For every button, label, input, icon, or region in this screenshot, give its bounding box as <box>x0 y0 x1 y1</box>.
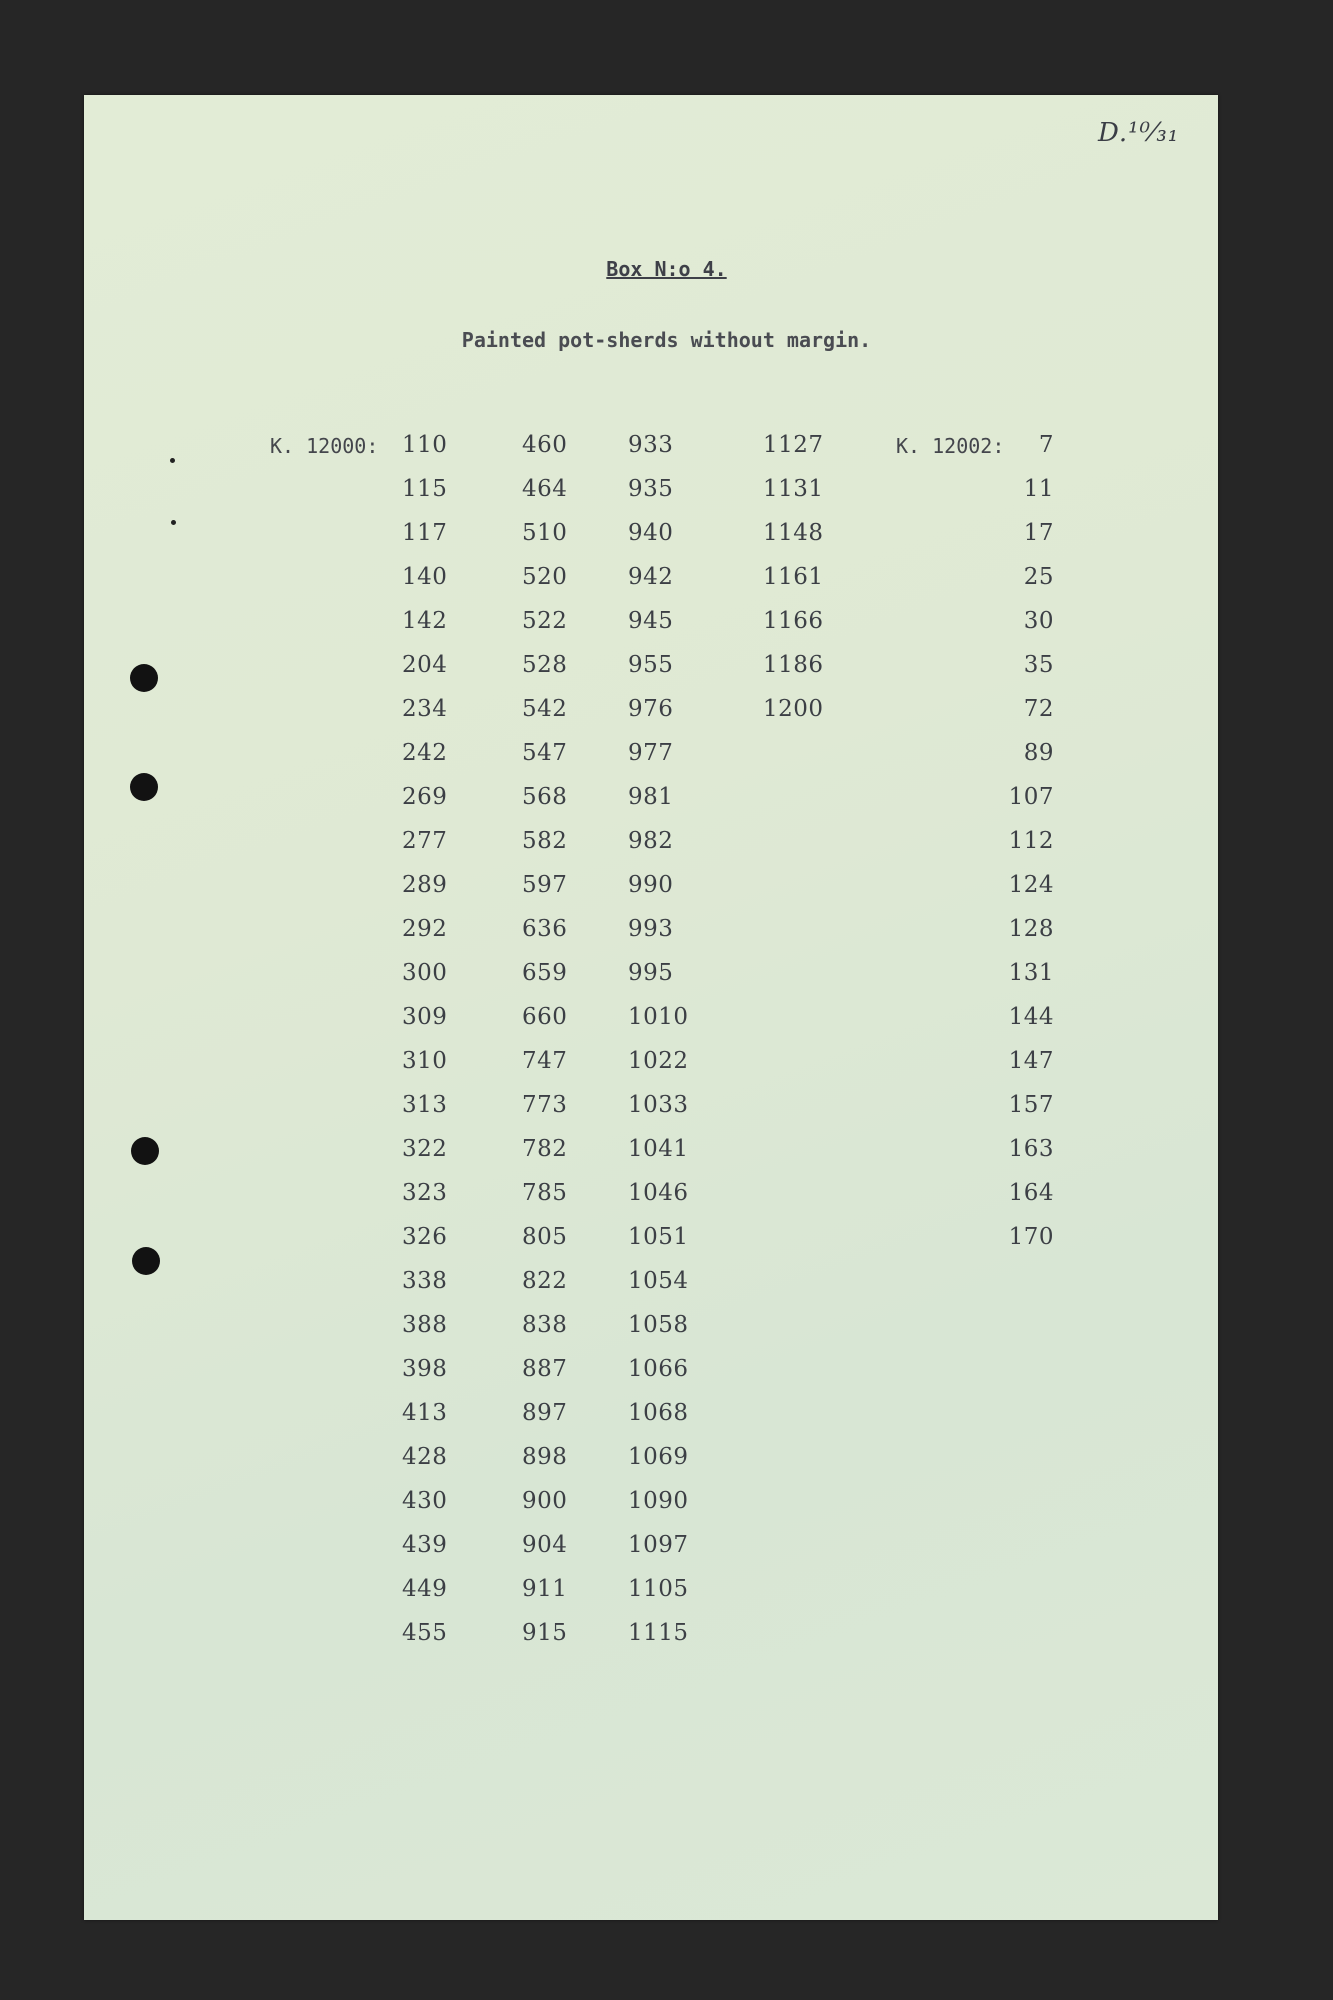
catalogue-number: 310 <box>402 1048 448 1074</box>
catalogue-number: 942 <box>628 564 674 590</box>
catalogue-number: 897 <box>522 1400 568 1426</box>
catalogue-number: 520 <box>522 564 568 590</box>
punch-hole <box>130 664 158 692</box>
catalogue-number: 147 <box>1008 1048 1054 1074</box>
catalogue-number: 510 <box>522 520 568 546</box>
catalogue-number: 112 <box>1008 828 1054 854</box>
catalogue-number: 1010 <box>628 1004 689 1030</box>
catalogue-number: 234 <box>402 696 448 722</box>
punch-hole <box>130 773 158 801</box>
catalogue-number: 915 <box>522 1620 568 1646</box>
catalogue-number: 660 <box>522 1004 568 1030</box>
catalogue-number: 157 <box>1008 1092 1054 1118</box>
catalogue-number: 30 <box>1023 608 1054 634</box>
catalogue-number: 838 <box>522 1312 568 1338</box>
catalogue-number: 995 <box>628 960 674 986</box>
catalogue-number: 115 <box>402 476 448 502</box>
catalogue-number: 785 <box>522 1180 568 1206</box>
catalogue-number: 300 <box>402 960 448 986</box>
group2-col1 <box>990 430 1054 1266</box>
catalogue-number: 1186 <box>763 652 824 678</box>
catalogue-number: 326 <box>402 1224 448 1250</box>
catalogue-number: 289 <box>402 872 448 898</box>
catalogue-number: 89 <box>1023 740 1054 766</box>
catalogue-number: 17 <box>1023 520 1054 546</box>
catalogue-number: 25 <box>1023 564 1054 590</box>
catalogue-number: 338 <box>402 1268 448 1294</box>
catalogue-number: 1066 <box>628 1356 689 1382</box>
catalogue-number: 1115 <box>628 1620 689 1646</box>
catalogue-number: 313 <box>402 1092 448 1118</box>
catalogue-number: 547 <box>522 740 568 766</box>
catalogue-number: 388 <box>402 1312 448 1338</box>
catalogue-number: 940 <box>628 520 674 546</box>
catalogue-number: 1054 <box>628 1268 689 1294</box>
catalogue-number: 439 <box>402 1532 448 1558</box>
catalogue-number: 945 <box>628 608 674 634</box>
catalogue-number: 898 <box>522 1444 568 1470</box>
catalogue-number: 269 <box>402 784 448 810</box>
catalogue-number: 428 <box>402 1444 448 1470</box>
catalogue-number: 976 <box>628 696 674 722</box>
catalogue-number: 1069 <box>628 1444 689 1470</box>
catalogue-number: 597 <box>522 872 568 898</box>
ink-dot <box>171 520 176 525</box>
catalogue-number: 144 <box>1008 1004 1054 1030</box>
catalogue-number: 887 <box>522 1356 568 1382</box>
catalogue-number: 982 <box>628 828 674 854</box>
catalogue-number: 1131 <box>763 476 824 502</box>
catalogue-number: 128 <box>1008 916 1054 942</box>
catalogue-number: 1105 <box>628 1576 689 1602</box>
catalogue-number: 455 <box>402 1620 448 1646</box>
catalogue-number: 1041 <box>628 1136 689 1162</box>
catalogue-number: 1161 <box>763 564 824 590</box>
catalogue-number: 977 <box>628 740 674 766</box>
catalogue-number: 1200 <box>763 696 824 722</box>
catalogue-number: 449 <box>402 1576 448 1602</box>
catalogue-number: 904 <box>522 1532 568 1558</box>
catalogue-number: 1046 <box>628 1180 689 1206</box>
punch-hole <box>132 1247 160 1275</box>
catalogue-number: 107 <box>1008 784 1054 810</box>
catalogue-number: 460 <box>522 432 568 458</box>
catalogue-number: 242 <box>402 740 448 766</box>
catalogue-number: 636 <box>522 916 568 942</box>
catalogue-number: 170 <box>1008 1224 1054 1250</box>
catalogue-number: 131 <box>1008 960 1054 986</box>
catalogue-number: 413 <box>402 1400 448 1426</box>
catalogue-number: 1148 <box>763 520 824 546</box>
catalogue-number: 277 <box>402 828 448 854</box>
catalogue-number: 935 <box>628 476 674 502</box>
catalogue-number: 659 <box>522 960 568 986</box>
catalogue-number: 1097 <box>628 1532 689 1558</box>
reference-number: D.¹⁰⁄₃₁ <box>1098 118 1180 148</box>
group1-col2 <box>522 430 567 1662</box>
catalogue-number: 1051 <box>628 1224 689 1250</box>
catalogue-number: 747 <box>522 1048 568 1074</box>
ink-dot <box>170 458 175 463</box>
catalogue-number: 110 <box>402 432 448 458</box>
catalogue-number: 1068 <box>628 1400 689 1426</box>
catalogue-number: 582 <box>522 828 568 854</box>
catalogue-number: 117 <box>402 520 448 546</box>
catalogue-number: 990 <box>628 872 674 898</box>
catalogue-number: 822 <box>522 1268 568 1294</box>
catalogue-number: 782 <box>522 1136 568 1162</box>
catalogue-number: 142 <box>402 608 448 634</box>
catalogue-number: 1127 <box>763 432 824 458</box>
catalogue-number: 805 <box>522 1224 568 1250</box>
catalogue-number: 140 <box>402 564 448 590</box>
catalogue-number: 398 <box>402 1356 448 1382</box>
group2-label: K. 12002: <box>896 434 1005 458</box>
page-title: Box N:o 4. <box>606 257 727 281</box>
catalogue-number: 522 <box>522 608 568 634</box>
catalogue-number: 900 <box>522 1488 568 1514</box>
catalogue-number: 35 <box>1023 652 1054 678</box>
group1-col3 <box>628 430 689 1662</box>
catalogue-number: 163 <box>1008 1136 1054 1162</box>
group1-col1 <box>402 430 447 1662</box>
catalogue-number: 464 <box>522 476 568 502</box>
group1-label: K. 12000: <box>270 434 379 458</box>
catalogue-number: 955 <box>628 652 674 678</box>
catalogue-number: 542 <box>522 696 568 722</box>
catalogue-number: 1033 <box>628 1092 689 1118</box>
catalogue-number: 11 <box>1023 476 1054 502</box>
catalogue-number: 292 <box>402 916 448 942</box>
catalogue-number: 528 <box>522 652 568 678</box>
page-subtitle: Painted pot-sherds without margin. <box>461 328 872 352</box>
catalogue-number: 1166 <box>763 608 824 634</box>
catalogue-number: 309 <box>402 1004 448 1030</box>
catalogue-number: 911 <box>522 1576 568 1602</box>
catalogue-number: 72 <box>1023 696 1054 722</box>
group1-col4 <box>763 430 824 738</box>
catalogue-number: 773 <box>522 1092 568 1118</box>
catalogue-number: 933 <box>628 432 674 458</box>
punch-hole <box>131 1137 159 1165</box>
catalogue-number: 1090 <box>628 1488 689 1514</box>
catalogue-number: 323 <box>402 1180 448 1206</box>
catalogue-number: 124 <box>1008 872 1054 898</box>
catalogue-number: 981 <box>628 784 674 810</box>
catalogue-number: 993 <box>628 916 674 942</box>
catalogue-number: 322 <box>402 1136 448 1162</box>
catalogue-number: 204 <box>402 652 448 678</box>
catalogue-number: 430 <box>402 1488 448 1514</box>
catalogue-number: 1058 <box>628 1312 689 1338</box>
catalogue-number: 7 <box>1038 432 1054 458</box>
catalogue-number: 568 <box>522 784 568 810</box>
catalogue-number: 1022 <box>628 1048 689 1074</box>
catalogue-number: 164 <box>1008 1180 1054 1206</box>
